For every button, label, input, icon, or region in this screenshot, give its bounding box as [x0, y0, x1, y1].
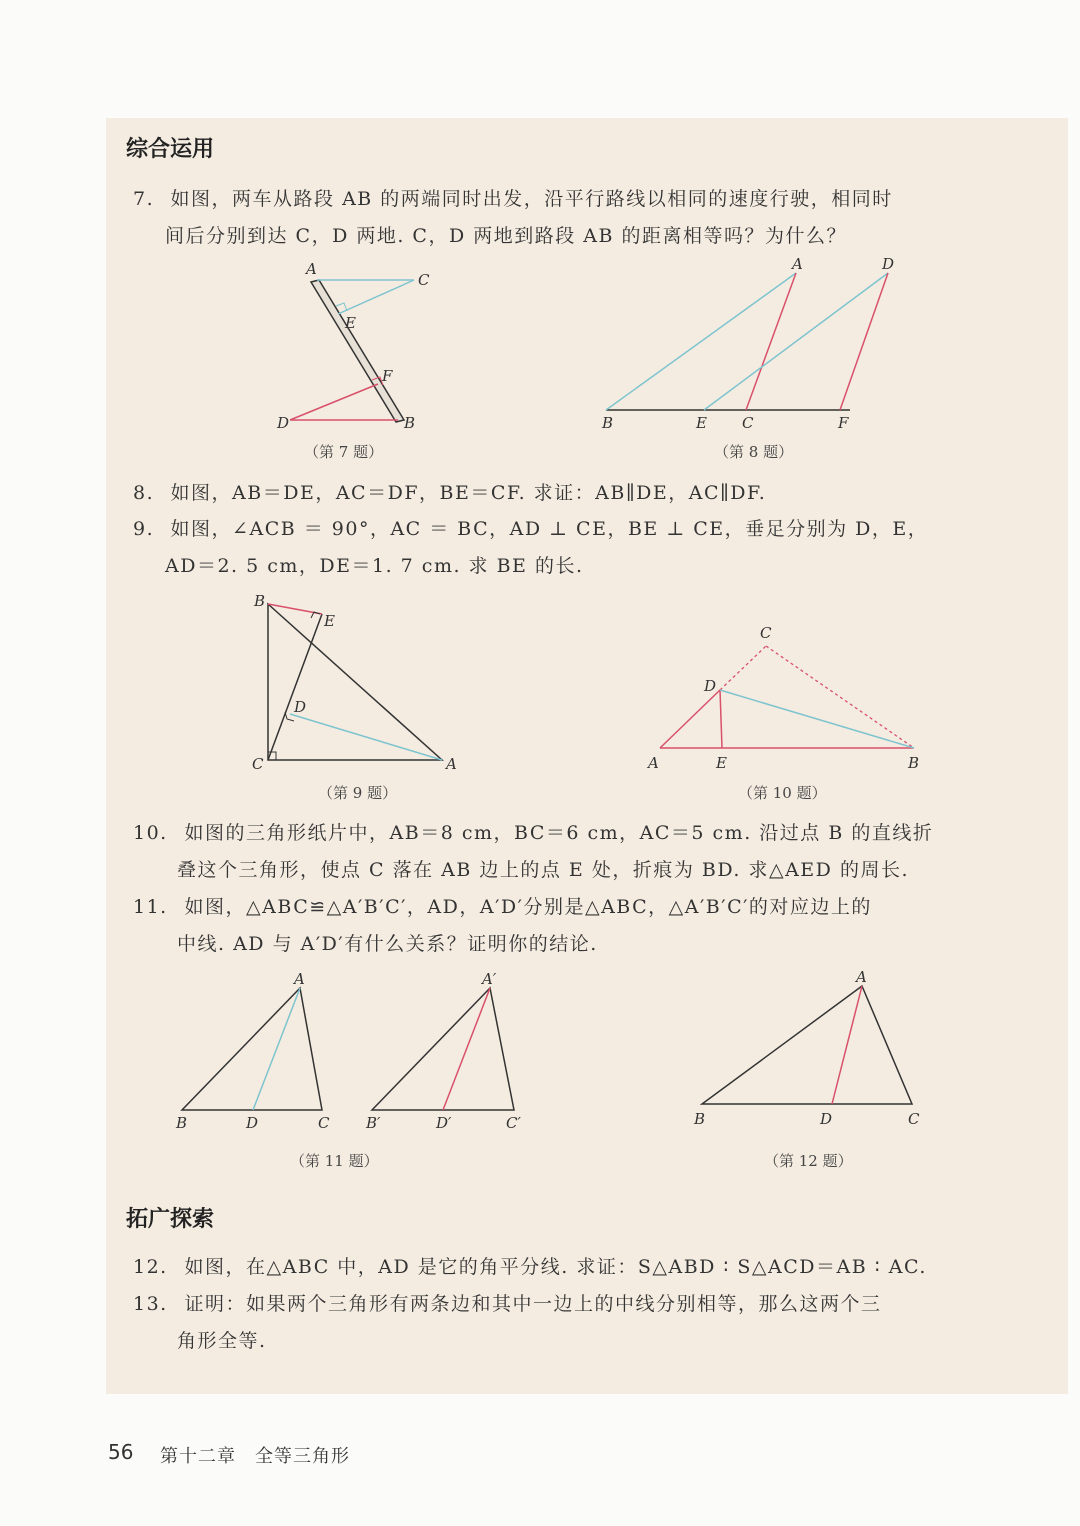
problem-text: 如图，AB＝DE，AC＝DF，BE＝CF. 求证：AB∥DE，AC∥DF.: [170, 482, 767, 504]
caption-fig11: （第 11 题）: [290, 1152, 379, 1170]
figure-10: [646, 624, 919, 772]
problem-13: [133, 1289, 882, 1316]
caption-fig9: （第 9 题）: [318, 784, 398, 802]
label-a: A: [294, 970, 305, 988]
label-d: D: [882, 255, 895, 273]
right-angle-d: [285, 712, 294, 721]
figure-9: [252, 592, 457, 773]
label-e: E: [716, 754, 727, 772]
segment-df: [840, 273, 888, 410]
label-c-prime: C′: [506, 1114, 521, 1132]
problem-13-line2: 角形全等.: [177, 1330, 267, 1352]
problem-12: [133, 1252, 927, 1279]
label-d: D: [820, 1110, 833, 1128]
figure-12: [693, 968, 920, 1128]
label-d: D: [704, 677, 717, 695]
label-e: E: [696, 414, 707, 432]
segment-db: [720, 690, 914, 748]
label-d: D: [246, 1114, 259, 1132]
figure-11-left: [175, 970, 330, 1132]
problem-7-line2: 间后分别到达 C，D 两地. C，D 两地到路段 AB 的距离相等吗？为什么？: [165, 225, 848, 247]
segment-ed: [704, 273, 888, 410]
problem-number: 11.: [133, 896, 168, 918]
label-d-prime: D′: [436, 1114, 452, 1132]
caption-fig12: （第 12 题）: [764, 1152, 853, 1170]
label-b: B: [254, 592, 266, 610]
label-b: B: [694, 1110, 706, 1128]
label-b: B: [176, 1114, 188, 1132]
triangle-abc-prime: [372, 988, 514, 1110]
label-e: E: [345, 314, 356, 332]
bisector-ad: [832, 986, 862, 1104]
caption-fig7: （第 7 题）: [304, 443, 384, 461]
label-b-prime: B′: [366, 1114, 381, 1132]
label-f: F: [382, 367, 393, 385]
segment-ac: [746, 273, 796, 410]
segment-de: [720, 690, 722, 748]
problem-11: [133, 892, 872, 919]
triangle-abc: [182, 988, 322, 1110]
median-ad-prime: [443, 988, 490, 1110]
label-a: A: [856, 968, 867, 986]
segment-ce: [338, 280, 414, 314]
figure-11-right: [365, 970, 521, 1132]
problem-text: 如图，∠ACB ＝ 90°，AC ＝ BC，AD ⊥ CE，BE ⊥ CE，垂足分别为 D，E，: [170, 518, 929, 540]
label-c: C: [908, 1110, 920, 1128]
section-title-comprehensive: 综合运用: [126, 137, 215, 162]
problem-text: 如图，在△ABC 中，AD 是它的角平分线. 求证：S△ABD ∶ S△ACD＝AB ∶ AC.: [184, 1256, 927, 1278]
label-a: A: [446, 755, 457, 773]
problem-number: 7.: [133, 188, 155, 210]
median-ad: [253, 988, 300, 1110]
label-b: B: [908, 754, 920, 772]
problem-text: 如图，两车从路段 AB 的两端同时出发，沿平行路线以相同的速度行驶，相同时: [170, 188, 893, 210]
road-ab: [311, 280, 404, 422]
label-c: C: [760, 624, 772, 642]
segment-ad: [290, 714, 442, 760]
fold-dc: [720, 646, 766, 690]
label-d: D: [277, 414, 290, 432]
figure-7: [276, 260, 430, 432]
problem-9: [133, 514, 928, 541]
label-b: B: [602, 414, 614, 432]
label-c: C: [252, 755, 264, 773]
label-a-prime: A′: [482, 970, 497, 988]
problem-text: 证明：如果两个三角形有两条边和其中一边上的中线分别相等，那么这两个三: [184, 1293, 882, 1315]
label-f: F: [838, 414, 849, 432]
problem-text: 如图，△ABC≌△A′B′C′，AD，A′D′分别是△ABC，△A′B′C′的对应边上的: [184, 896, 872, 918]
label-d: D: [294, 698, 307, 716]
page-number: 56: [108, 1440, 134, 1464]
label-a: A: [306, 260, 317, 278]
problem-8: [133, 478, 766, 505]
line-ce: [268, 614, 322, 760]
label-c: C: [318, 1114, 330, 1132]
segment-df: [290, 384, 378, 420]
problem-text: 如图的三角形纸片中，AB＝8 cm，BC＝6 cm，AC＝5 cm. 沿过点 B 的直线折: [184, 822, 934, 844]
problem-number: 13.: [133, 1293, 168, 1315]
problem-10: [133, 818, 933, 845]
problem-number: 8.: [133, 482, 155, 504]
segment-ba: [606, 273, 796, 410]
label-c: C: [742, 414, 754, 432]
triangle-bca: [268, 604, 442, 760]
label-e: E: [324, 612, 335, 630]
figure-8: [601, 255, 894, 432]
problem-11-line2: 中线. AD 与 A′D′有什么关系？证明你的结论.: [177, 933, 598, 955]
label-a: A: [648, 754, 659, 772]
segment-ad: [660, 690, 720, 748]
problem-number: 10.: [133, 822, 168, 844]
section-title-extension: 拓广探索: [126, 1207, 215, 1232]
problem-number: 9.: [133, 518, 155, 540]
label-b: B: [404, 414, 416, 432]
problem-number: 12.: [133, 1256, 168, 1278]
triangle-abc: [702, 986, 912, 1104]
problem-9-line2: AD＝2. 5 cm，DE＝1. 7 cm. 求 BE 的长.: [165, 555, 584, 577]
fold-cb: [766, 646, 914, 748]
caption-fig10: （第 10 题）: [738, 784, 827, 802]
label-c: C: [418, 271, 430, 289]
chapter-title: 第十二章 全等三角形: [160, 1446, 350, 1467]
label-a: A: [792, 255, 803, 273]
problem-10-line2: 叠这个三角形，使点 C 落在 AB 边上的点 E 处，折痕为 BD. 求△AED 的周长.: [177, 859, 909, 881]
caption-fig8: （第 8 题）: [714, 443, 794, 461]
